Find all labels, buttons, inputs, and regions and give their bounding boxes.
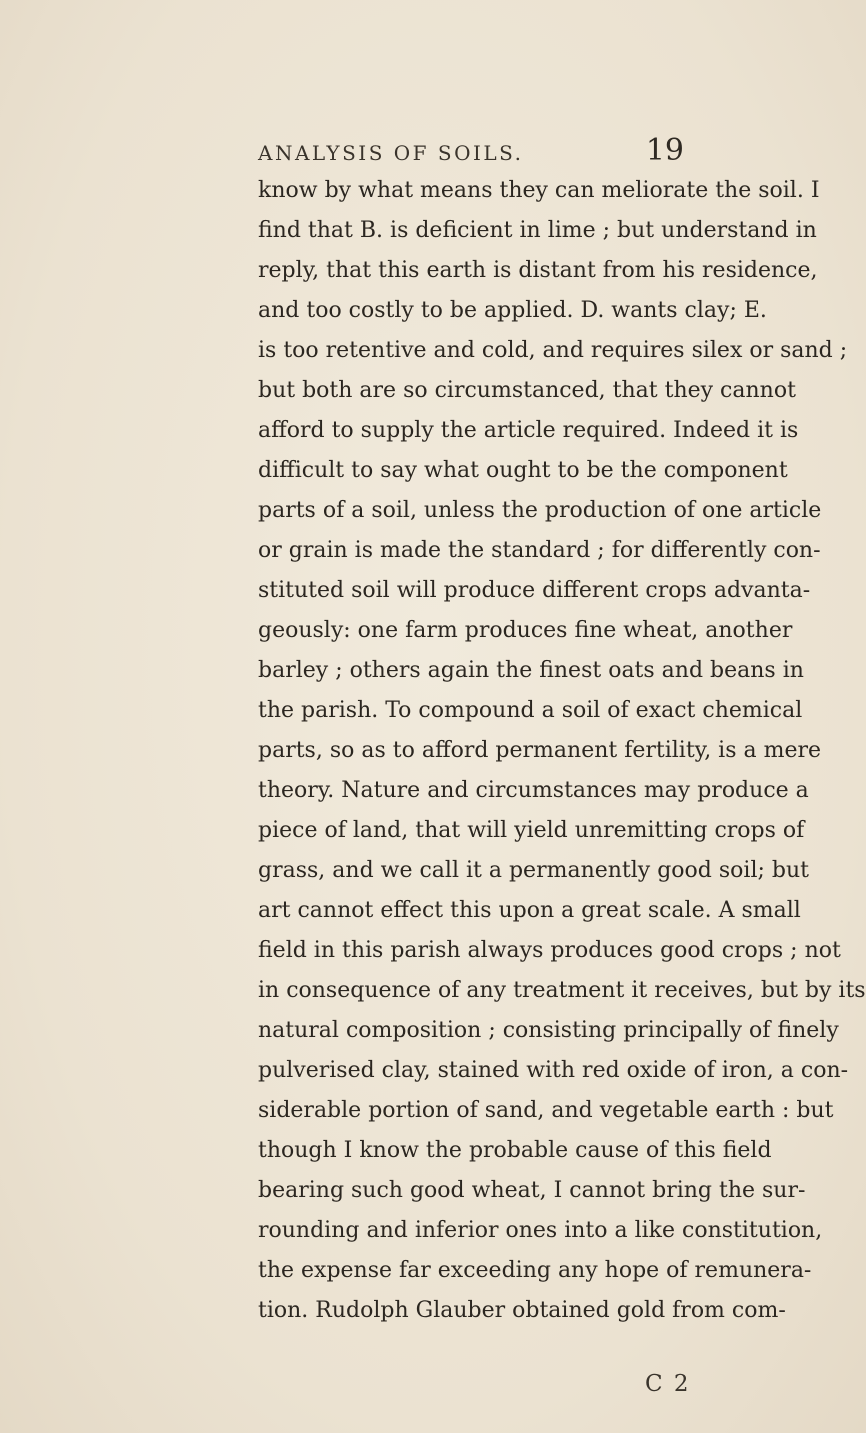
text-line: reply, that this earth is distant from his residence,: [258, 258, 818, 283]
text-line: is too retentive and cold, and requires silex or sand ;: [258, 338, 848, 363]
text-line: or grain is made the standard ; for differently con-: [258, 538, 821, 563]
text-line: grass, and we call it a permanently good soil; but: [258, 858, 809, 883]
text-line: parts of a soil, unless the production of one article: [258, 498, 822, 523]
page-number: 19: [645, 133, 684, 168]
text-line: in consequence of any treatment it receives, but by its: [258, 978, 866, 1003]
text-line: know by what means they can meliorate the soil. I: [258, 178, 820, 203]
text-line: natural composition ; consisting principally of finely: [258, 1018, 839, 1043]
text-line: but both are so circumstanced, that they cannot: [258, 378, 796, 403]
text-line: difficult to say what ought to be the component: [258, 458, 788, 483]
text-line: though I know the probable cause of this field: [258, 1138, 772, 1163]
running-head: [258, 133, 684, 173]
text-line: the parish. To compound a soil of exact chemical: [258, 698, 803, 723]
text-line: pulverised clay, stained with red oxide of iron, a con-: [258, 1058, 849, 1083]
text-line: tion. Rudolph Glauber obtained gold from com-: [258, 1298, 786, 1323]
text-line: geously: one farm produces fine wheat, another: [258, 618, 793, 643]
text-line: bearing such good wheat, I cannot bring the sur-: [258, 1178, 806, 1203]
text-line: theory. Nature and circumstances may produce a: [258, 778, 809, 803]
text-line: parts, so as to afford permanent fertility, is a mere: [258, 738, 822, 763]
text-line: rounding and inferior ones into a like constitution,: [258, 1218, 823, 1243]
signature-mark: C 2: [645, 1371, 691, 1397]
running-title: ANALYSIS OF SOILS.: [258, 141, 524, 165]
text-line: siderable portion of sand, and vegetable earth : but: [258, 1098, 834, 1123]
text-line: afford to supply the article required. Indeed it is: [258, 418, 799, 443]
text-line: field in this parish always produces good crops ; not: [258, 938, 841, 963]
text-line: stituted soil will produce different crops advanta-: [258, 578, 811, 603]
text-line: and too costly to be applied. D. wants clay; E.: [258, 298, 767, 323]
text-line: the expense far exceeding any hope of remunera-: [258, 1258, 812, 1283]
text-line: barley ; others again the finest oats and beans in: [258, 658, 804, 683]
text-line: art cannot effect this upon a great scale. A small: [258, 898, 801, 923]
text-line: find that B. is deficient in lime ; but understand in: [258, 218, 817, 243]
text-line: piece of land, that will yield unremitting crops of: [258, 818, 805, 843]
